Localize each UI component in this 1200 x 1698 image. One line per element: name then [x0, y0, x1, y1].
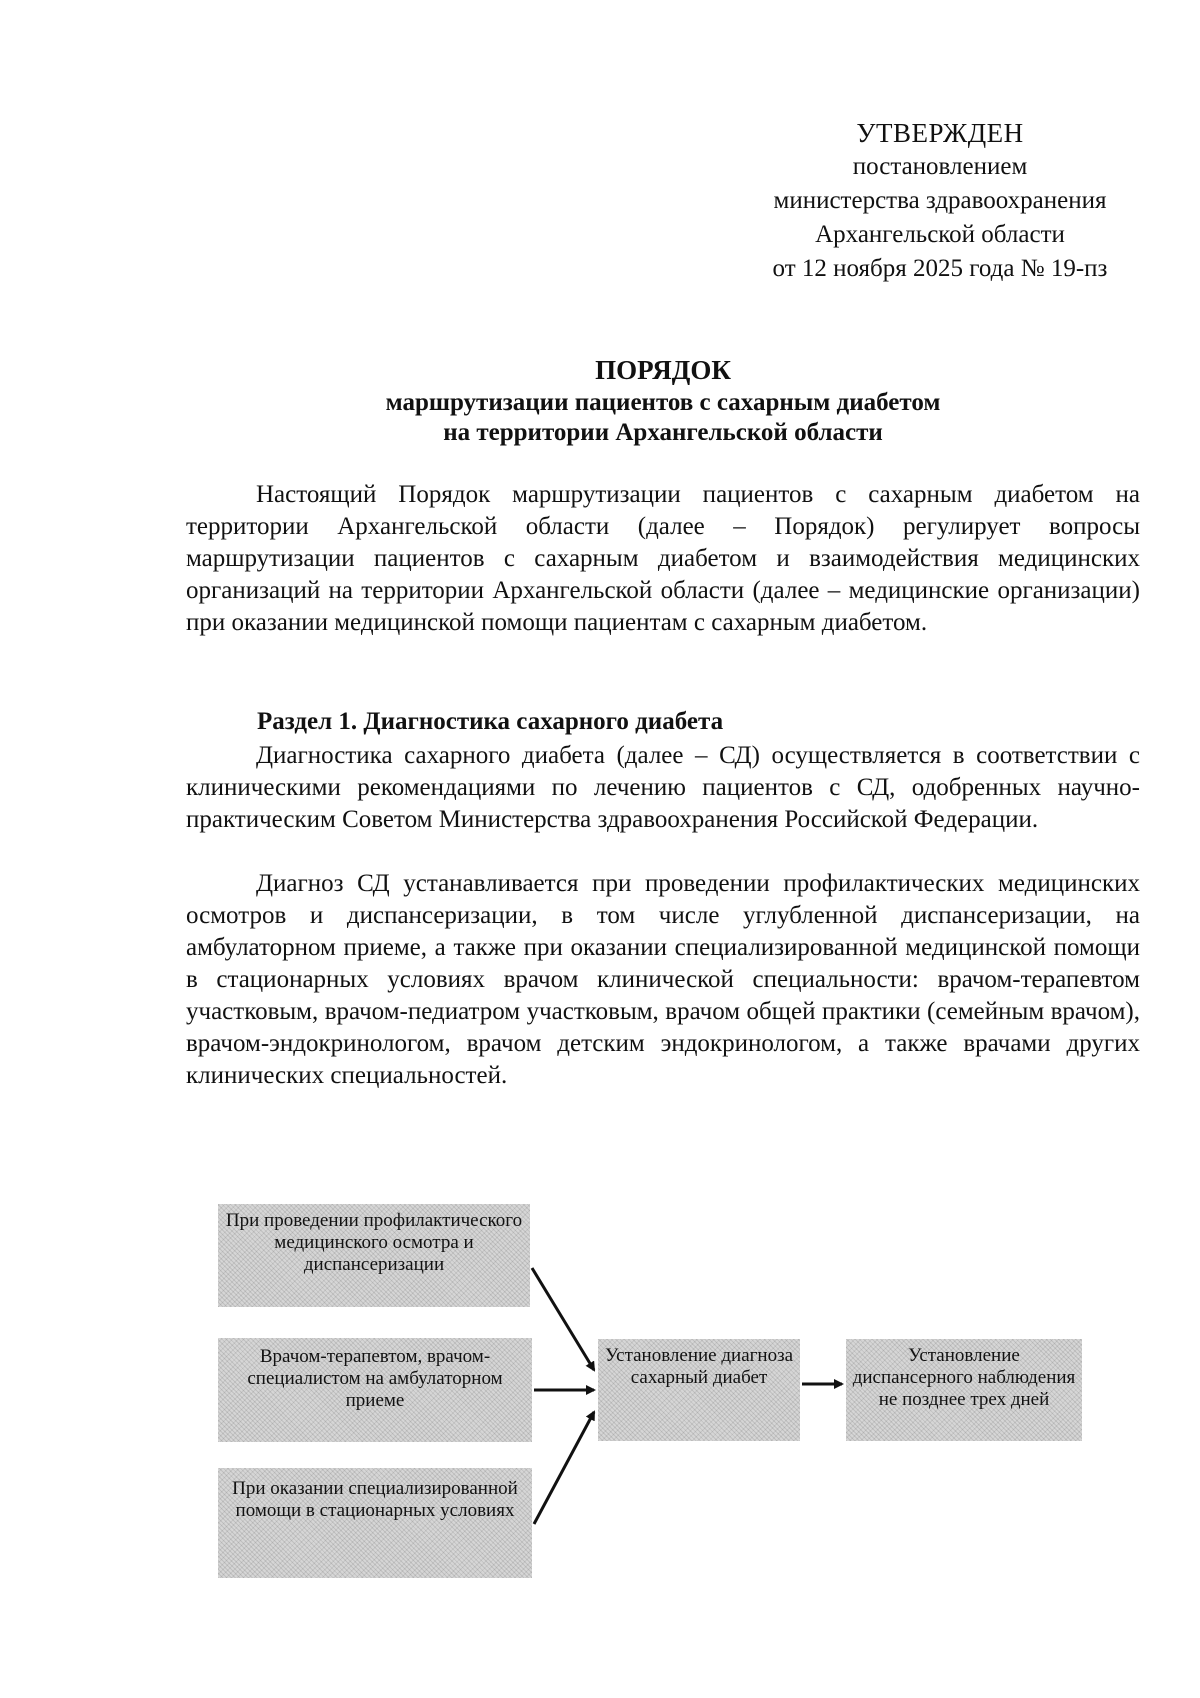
section-1-paragraph-2: Диагноз СД устанавливается при проведении профилактических медицинских осмотров и диспансеризации, в том числе углубленной диспансеризации, на амбулаторном приеме, а также при оказании специализированной медицинской помощи в стационарных условиях врачом клинической специальности: врачом-терапевтом участковым, врачом-педиатром участковым, врачом общей практики (семейным врачом), врачом-эндокринологом, врачом детским эндокринологом, а также врачами других клинических специальностей.: [186, 870, 1140, 1089]
arrow-exam-to-diagnosis: [532, 1268, 594, 1370]
flow-box-inpatient: При оказании специализированной помощи в стационарных условиях: [218, 1468, 532, 1578]
approval-line-1: постановлением: [852, 153, 1028, 180]
section-1-paragraph-1: Диагностика сахарного диабета (далее – СД) осуществляется в соответствии с клиническими рекомендациями по лечению пациентов с СД, одобренных научно-практическим Советом Министерства здравоохранения Российской Федерации.: [186, 742, 1140, 833]
approval-heading: УТВЕРЖДЕН: [856, 118, 1024, 148]
document-title: [186, 352, 1140, 448]
arrow-inpatient-to-diagnosis: [534, 1412, 594, 1524]
title-subtitle-1: маршрутизации пациентов с сахарным диабетом: [385, 389, 941, 416]
approval-line-3: Архангельской области: [815, 221, 1065, 248]
approval-stamp: [730, 116, 1150, 286]
flow-box-followup: Установление диспансерного наблюдения не позднее трех дней: [846, 1339, 1082, 1441]
intro-paragraph: Настоящий Порядок маршрутизации пациентов с сахарным диабетом на территории Архангельской области (далее – Порядок) регулирует вопросы маршрутизации пациентов с сахарным диабетом и взаимодействия медицинских организаций на территории Архангельской области (далее – медицинские организации) при оказании медицинской помощи пациентам с сахарным диабетом.: [186, 481, 1140, 636]
flow-box-diagnosis: Установление диагноза сахарный диабет: [598, 1339, 800, 1441]
flow-box-preventive-exam: При проведении профилактического медицинского осмотра и диспансеризации: [218, 1204, 530, 1307]
flow-box-outpatient: Врачом-терапевтом, врачом-специалистом на амбулаторном приеме: [218, 1338, 532, 1442]
approval-line-2: министерства здравоохранения: [773, 187, 1107, 214]
approval-line-4: от 12 ноября 2025 года № 19-пз: [772, 255, 1108, 282]
title-subtitle-2: на территории Архангельской области: [443, 419, 883, 446]
section-1-heading: Раздел 1. Диагностика сахарного диабета: [257, 708, 724, 735]
title-main: ПОРЯДОК: [595, 355, 731, 385]
